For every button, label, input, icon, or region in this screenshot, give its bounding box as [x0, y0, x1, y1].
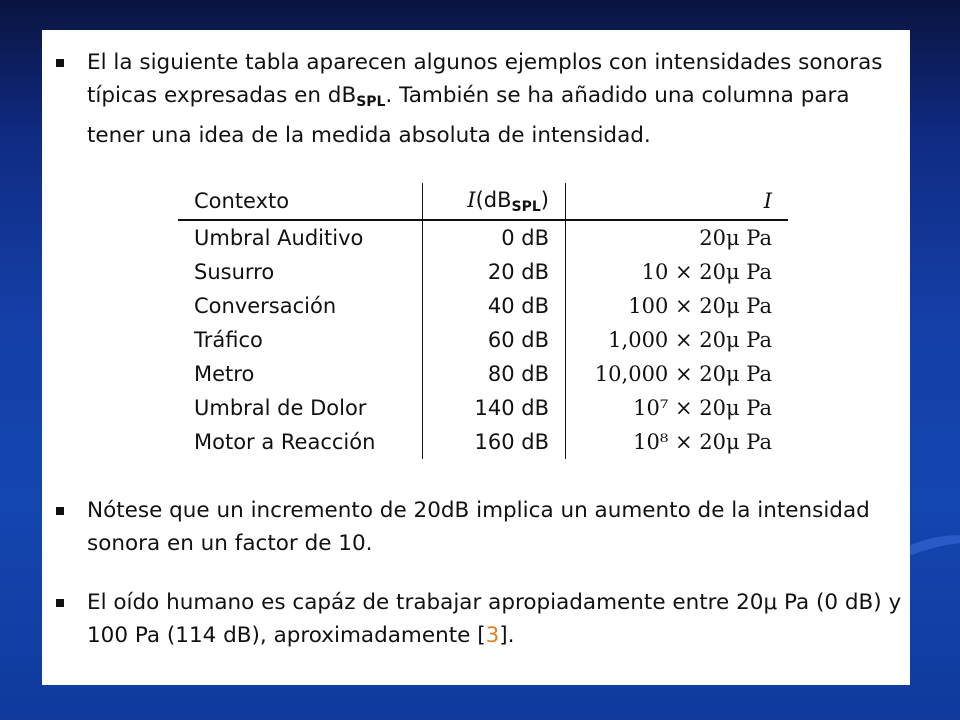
bullet-text-part: . También se ha añadido una columna para tener una idea de la medida absoluta de intensidad.: [87, 83, 850, 148]
cell-level: 60 dB: [423, 323, 566, 357]
cell-level: 0 dB: [423, 220, 566, 255]
bullet-square-icon: [56, 59, 64, 67]
cell-level: 40 dB: [423, 289, 566, 323]
table-row: [178, 357, 788, 391]
header-level-symbol: I: [467, 187, 476, 212]
citation-link[interactable]: 3: [485, 623, 500, 648]
cell-context: Umbral de Dolor: [178, 391, 423, 425]
cell-intensity: 10⁸ × 20μ Pa: [633, 430, 772, 454]
header-level-close: ): [540, 187, 549, 212]
table-header-row: [178, 183, 788, 220]
slide-content: [42, 30, 910, 685]
cell-context: Conversación: [178, 289, 423, 323]
spl-subscript: SPL: [356, 94, 386, 110]
header-context: Contexto: [178, 183, 423, 220]
table-row: [178, 391, 788, 425]
cell-level: 80 dB: [423, 357, 566, 391]
table-row: [178, 425, 788, 459]
cell-intensity: 10 × 20μ Pa: [641, 260, 772, 284]
cell-level: 160 dB: [423, 425, 566, 459]
header-level: [423, 183, 566, 220]
bullet-text: Nótese que un incremento de 20dB implica un aumento de la intensidad sonora en un factor de 10.: [87, 498, 870, 556]
cell-level: 140 dB: [423, 391, 566, 425]
cell-intensity: 1,000 × 20μ Pa: [608, 328, 772, 352]
header-level-sub: SPL: [511, 198, 541, 215]
table-row: [178, 323, 788, 357]
header-intensity: I: [566, 183, 789, 220]
table-row: [178, 289, 788, 323]
bullet-text-part: El oído humano es capáz de trabajar apropiadamente entre 20μ Pa (0 dB) y 100 Pa (114 dB), aproximadamente [: [87, 590, 902, 648]
bullet-square-icon: [56, 599, 64, 607]
bullet-square-icon: [56, 507, 64, 515]
table-row: [178, 220, 788, 255]
bullet-text: [87, 586, 912, 652]
cell-intensity: 100 × 20μ Pa: [628, 294, 772, 318]
intensity-table: [178, 183, 788, 459]
header-level-unit: (dB: [475, 187, 512, 212]
table-body: [178, 220, 788, 459]
cell-context: Motor a Reacción: [178, 425, 423, 459]
bullet-text: [87, 46, 912, 152]
cell-intensity: 20μ Pa: [699, 226, 772, 250]
cell-context: Tráfico: [178, 323, 423, 357]
cell-context: Metro: [178, 357, 423, 391]
cell-level: 20 dB: [423, 255, 566, 289]
cell-intensity: 10⁷ × 20μ Pa: [633, 396, 772, 420]
table-row: [178, 255, 788, 289]
cell-context: Umbral Auditivo: [178, 220, 423, 255]
bullet-text-part: ].: [499, 623, 515, 648]
bullet-text-part: El la siguiente tabla aparecen algunos ejemplos con intensidades sonoras típicas expresadas en dB: [87, 50, 883, 108]
cell-intensity: 10,000 × 20μ Pa: [594, 362, 772, 386]
cell-context: Susurro: [178, 255, 423, 289]
